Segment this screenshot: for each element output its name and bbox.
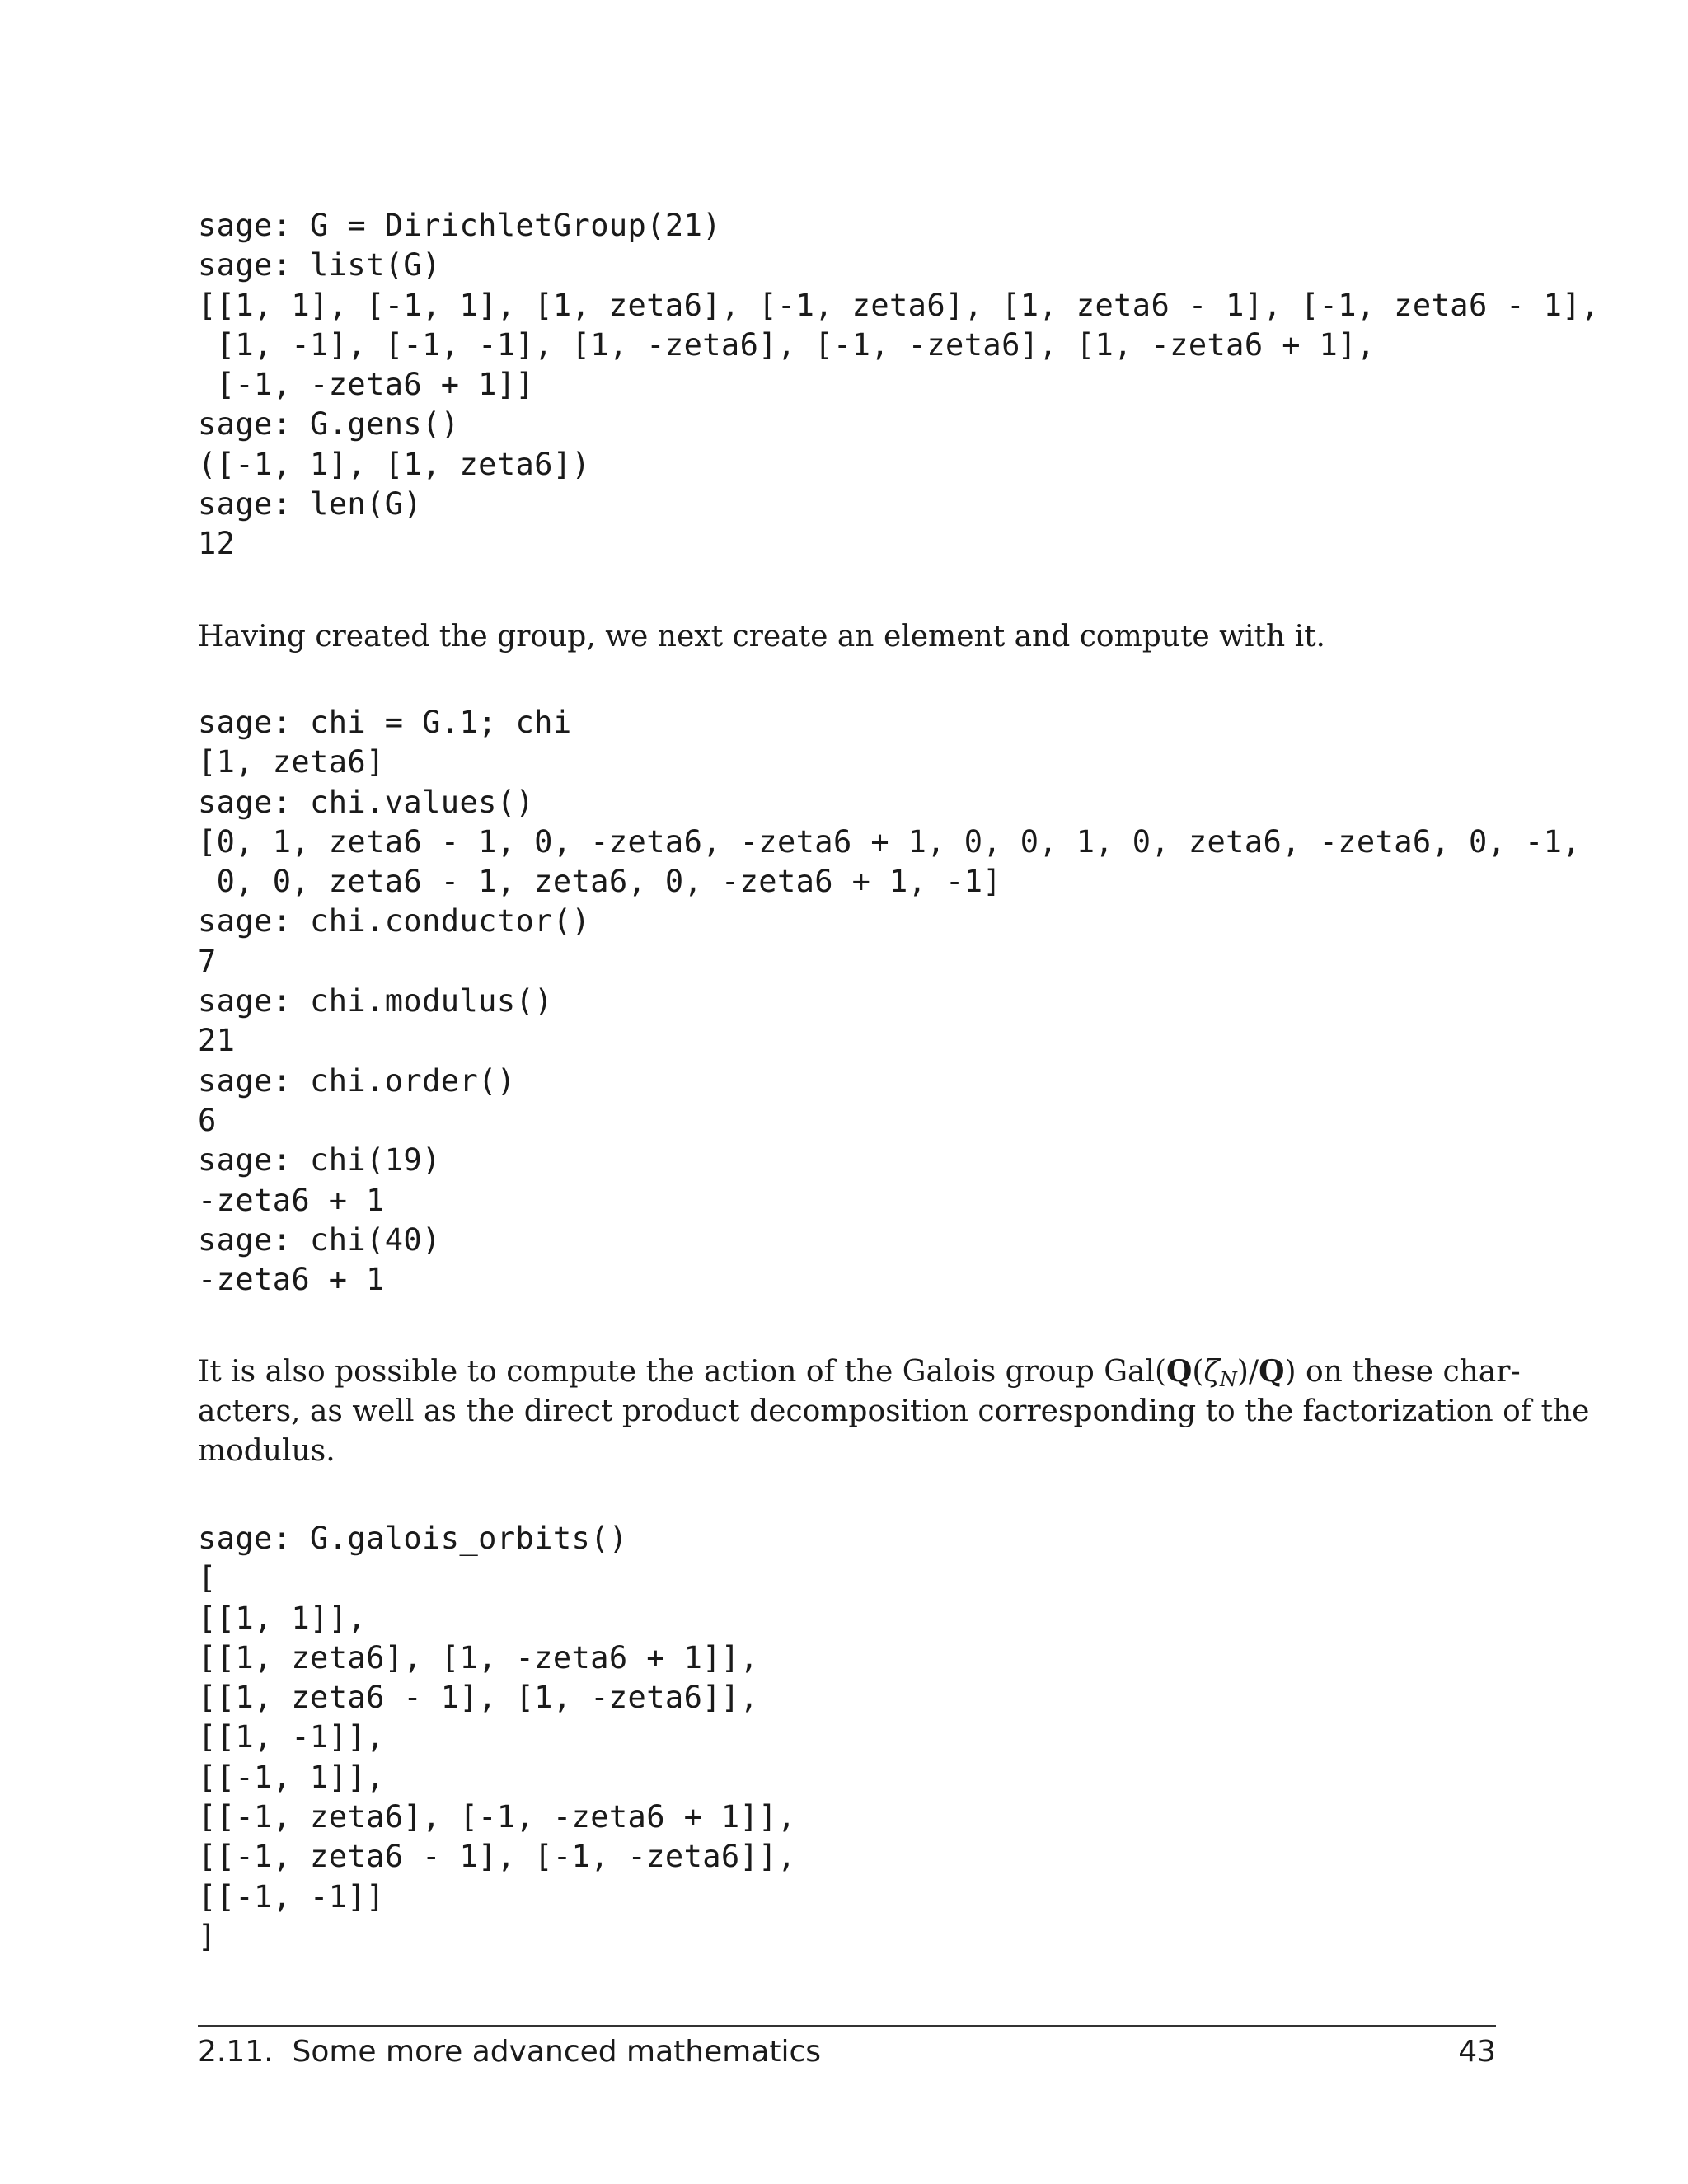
code-line: [[-1, -1]] [198, 1878, 385, 1915]
page-number: 43 [1458, 2035, 1496, 2069]
code-line: [-1, -zeta6 + 1]] [198, 367, 535, 403]
code-line: -zeta6 + 1 [198, 1182, 385, 1218]
code-line: [1, zeta6] [198, 744, 385, 780]
code-line: [[1, zeta6], [1, -zeta6 + 1]], [198, 1639, 759, 1675]
code-line: [[-1, zeta6 - 1], [-1, -zeta6]], [198, 1839, 796, 1875]
paragraph-line [198, 1352, 1521, 1392]
code-line: sage: chi.modulus() [198, 983, 553, 1019]
code-line: 6 [198, 1102, 217, 1138]
body-paragraph [198, 1352, 1590, 1472]
code-line: sage: chi.conductor() [198, 903, 591, 940]
code-line: [[-1, 1]], [198, 1759, 385, 1795]
code-line: ([-1, 1], [1, zeta6]) [198, 446, 591, 482]
code-line: sage: chi(40) [198, 1221, 441, 1258]
code-line: [[-1, zeta6], [-1, -zeta6 + 1]], [198, 1799, 796, 1835]
math-paren: ) [1284, 1355, 1296, 1389]
code-line: sage: list(G) [198, 247, 441, 284]
code-line: 0, 0, zeta6 - 1, zeta6, 0, -zeta6 + 1, -1] [198, 864, 1002, 900]
footer-section-title: 2.11. Some more advanced mathematics [198, 2035, 822, 2069]
code-line: sage: G = DirichletGroup(21) [198, 208, 721, 243]
code-line: ] [198, 1918, 217, 1954]
math-paren: ( [1192, 1355, 1204, 1389]
code-line: sage: chi.values() [198, 784, 535, 820]
code-line: [[1, -1]], [198, 1719, 385, 1755]
math-zeta: ζ [1203, 1355, 1220, 1389]
code-line: 12 [198, 526, 236, 562]
code-line: sage: len(G) [198, 486, 423, 523]
math-paren: )/ [1236, 1355, 1259, 1389]
code-line: -zeta6 + 1 [198, 1262, 385, 1298]
code-line: [1, -1], [-1, -1], [1, -zeta6], [-1, -zeta6], [1, -zeta6 + 1], [198, 326, 1376, 363]
code-line: sage: G.gens() [198, 406, 460, 443]
code-line: sage: G.galois_orbits() [198, 1521, 628, 1556]
code-line: 21 [198, 1023, 236, 1059]
code-block [198, 206, 1600, 565]
code-block [198, 703, 1581, 1300]
code-line: [0, 1, zeta6 - 1, 0, -zeta6, -zeta6 + 1, 0, 0, 1, 0, zeta6, -zeta6, 0, -1, [198, 823, 1582, 860]
code-line: sage: chi.order() [198, 1062, 516, 1099]
math-gal: Gal( [1104, 1355, 1166, 1389]
body-paragraph [198, 617, 1496, 658]
paragraph-line: acters, as well as the direct product decomposition corresponding to the factorization of the [198, 1394, 1590, 1428]
code-line: [[1, zeta6 - 1], [1, -zeta6]], [198, 1680, 759, 1716]
math-rationals: Q [1166, 1354, 1193, 1389]
paragraph-line: modulus. [198, 1434, 335, 1468]
math-expression [1104, 1355, 1296, 1389]
paragraph-line: Having created the group, we next create an element and compute with it. [198, 620, 1325, 654]
footer-divider [198, 2025, 1496, 2027]
code-block [198, 1519, 796, 1957]
text-run: on these char- [1296, 1355, 1521, 1389]
code-line: [ [198, 1560, 217, 1596]
code-line: [[1, 1]], [198, 1600, 367, 1636]
math-subscript: N [1219, 1368, 1237, 1391]
code-line: 7 [198, 943, 217, 979]
code-line: [[1, 1], [-1, 1], [1, zeta6], [-1, zeta6], [1, zeta6 - 1], [-1, zeta6 - 1], [198, 287, 1600, 323]
math-rationals: Q [1259, 1354, 1285, 1389]
code-line: sage: chi(19) [198, 1142, 441, 1179]
code-line: sage: chi = G.1; chi [198, 705, 572, 740]
text-run: It is also possible to compute the action of the Galois group [198, 1355, 1104, 1389]
